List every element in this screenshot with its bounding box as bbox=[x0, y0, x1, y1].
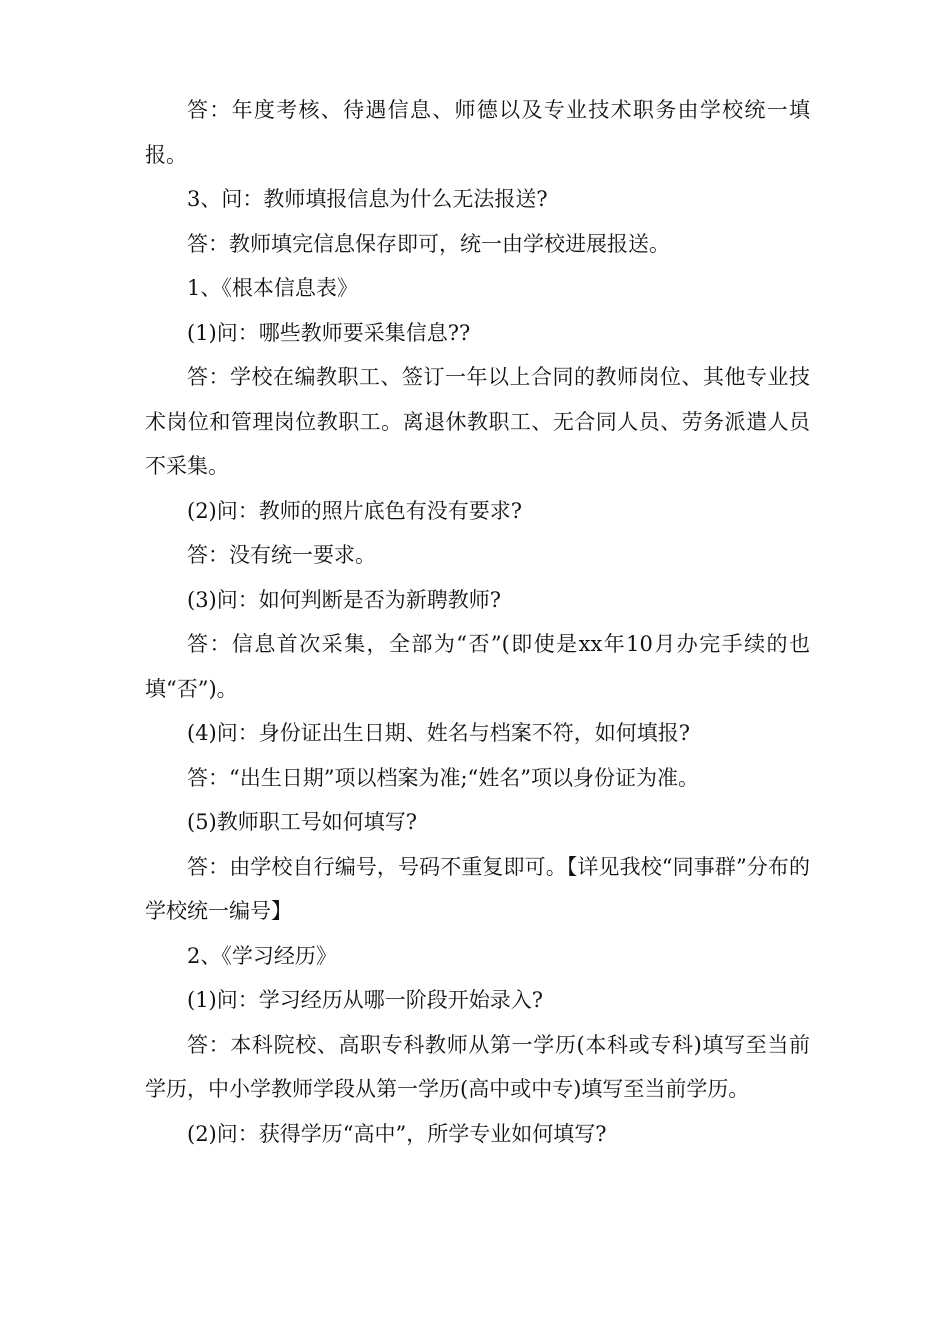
paragraph-question-2-2: (2)问：获得学历“高中”，所学专业如何填写? bbox=[187, 1121, 607, 1146]
paragraph-question-2-1: (1)问：学习经历从哪一阶段开始录入? bbox=[187, 988, 544, 1012]
paragraph-answer-3: 答：教师填完信息保存即可，统一由学校进展报送。 bbox=[187, 231, 670, 256]
paragraph-question-1-4: (4)问：身份证出生日期、姓名与档案不符，如何填报? bbox=[187, 721, 691, 745]
paragraph-question-1-1: (1)问：哪些教师要采集信息?? bbox=[187, 320, 471, 345]
paragraph-question-1-2: (2)问：教师的照片底色有没有要求? bbox=[187, 498, 523, 523]
section-heading-study-history: 2、《学习经历》 bbox=[187, 943, 337, 968]
paragraph-answer-1-2: 答：没有统一要求。 bbox=[187, 543, 376, 567]
paragraph-answer-1-4: 答：“出生日期”项以档案为准;“姓名”项以身份证为准。 bbox=[187, 765, 700, 790]
paragraph-question-1-5: (5)教师职工号如何填写? bbox=[187, 810, 418, 834]
paragraph-question-1-3: (3)问：如何判断是否为新聘教师? bbox=[187, 587, 502, 612]
paragraph-answer-1-1: 答：学校在编教职工、签订一年以上合同的教师岗位、其他专业技术岗位和管理岗位教职工。离退休教职工、无合同人员、劳务派遣人员不采集。 bbox=[145, 365, 810, 478]
section-heading-basic-info: 1、《根本信息表》 bbox=[187, 276, 358, 300]
document-body bbox=[145, 88, 810, 1156]
paragraph-answer-1-5: 答：由学校自行编号，号码不重复即可。【详见我校“同事群”分布的学校统一编号】 bbox=[145, 854, 810, 923]
paragraph-answer-1: 答：年度考核、待遇信息、师德以及专业技术职务由学校统一填报。 bbox=[145, 98, 810, 167]
paragraph-answer-1-3: 答：信息首次采集，全部为“否”(即使是xx年10月办完手续的也填“否”)。 bbox=[145, 632, 810, 701]
paragraph-answer-2-1: 答：本科院校、高职专科教师从第一学历(本科或专科)填写至当前学历，中小学教师学段从第一学历(高中或中专)填写至当前学历。 bbox=[145, 1032, 810, 1101]
paragraph-question-3: 3、问：教师填报信息为什么无法报送? bbox=[187, 187, 548, 211]
